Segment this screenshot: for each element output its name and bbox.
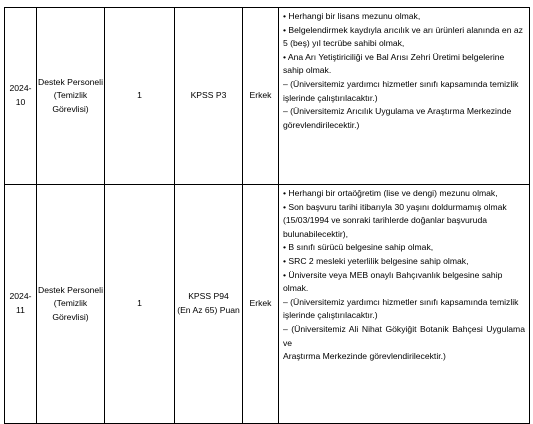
requirement-line: • SRC 2 mesleki yeterlilik belgesine sahip olmak,	[283, 255, 469, 266]
position-title-line: Görevlisi)	[52, 103, 89, 114]
gender-cell: Erkek	[243, 8, 279, 185]
exam-score-line: KPSS P3	[190, 90, 227, 101]
position-code-year: 2024-	[9, 291, 32, 302]
requirements-cell	[279, 185, 530, 424]
requirement-line: işlerinde çalıştırılacaktır.)	[283, 310, 378, 321]
position-title-cell	[37, 185, 105, 424]
requirements-cell	[279, 8, 530, 185]
requirement-line: 5 (beş) yıl tecrübe sahibi olmak,	[283, 38, 405, 49]
requirement-line: • Herhangi bir ortaöğretim (lise ve dengi) mezunu olmak,	[283, 188, 498, 198]
positions-table	[4, 7, 530, 424]
requirement-line: Araştırma Merkezinde görevlendirilecektir.)	[283, 351, 446, 362]
requirement-line: – (Üniversitemiz yardımcı hizmetler sınıfı kapsamında temizlik	[283, 78, 519, 89]
position-title-line: Destek Personeli	[38, 284, 103, 295]
requirement-line: (15/03/1994 ve sonraki tarihlerde doğanlar başvuruda	[283, 215, 487, 226]
requirement-line: • Son başvuru tarihi itibarıyla 30 yaşını doldurmamış olmak	[283, 201, 507, 212]
requirement-line: olmak.	[283, 283, 309, 294]
position-code-cell	[5, 8, 37, 185]
position-code-number: 11	[16, 305, 25, 315]
requirement-line: • B sınıfı sürücü belgesine sahip olmak,	[283, 242, 434, 253]
position-title-cell	[37, 8, 105, 185]
requirement-line: – (Üniversitemiz Arıcılık Uygulama ve Araştırma Merkezinde	[283, 106, 512, 117]
position-code-year: 2024-	[9, 83, 32, 94]
exam-score-cell	[175, 185, 243, 424]
requirement-line: görevlendirilecektir.)	[283, 119, 360, 130]
requirement-line: • Üniversite veya MEB onaylı Bahçıvanlık belgesine sahip	[283, 269, 503, 280]
gender-cell: Erkek	[243, 185, 279, 424]
table-row	[5, 185, 530, 424]
requirement-line: • Herhangi bir lisans mezunu olmak,	[283, 11, 421, 21]
job-listing-table	[4, 7, 529, 419]
requirement-line: • Ana Arı Yetiştiriciliği ve Bal Arısı Zehri Üretimi belgelerine	[283, 51, 505, 62]
requirement-line: – (Üniversitemiz yardımcı hizmetler sınıfı kapsamında temizlik	[283, 296, 519, 307]
requirement-line: – (Üniversitemiz Ali Nihat Gökyiğit Botanik Bahçesi Uygulama ve	[283, 323, 525, 348]
requirement-line: işlerinde çalıştırılacaktır.)	[283, 92, 378, 103]
exam-score-line: KPSS P94	[188, 291, 229, 302]
requirement-line: bulunabilecektir),	[283, 228, 348, 239]
position-count-cell: 1	[105, 185, 175, 424]
table-row	[5, 8, 530, 185]
requirement-line: sahip olmak.	[283, 65, 332, 76]
exam-score-line: (En Az 65) Puan	[177, 305, 240, 315]
position-title-line: Görevlisi)	[52, 311, 89, 322]
position-title-line: Destek Personeli	[38, 76, 103, 87]
exam-score-cell	[175, 8, 243, 185]
position-title-line: (Temizlik	[53, 298, 88, 309]
position-code-cell	[5, 185, 37, 424]
requirement-line: • Belgelendirmek kaydıyla arıcılık ve arı ürünleri alanında en az	[283, 24, 523, 35]
position-count-cell: 1	[105, 8, 175, 185]
position-title-line: (Temizlik	[53, 90, 88, 101]
position-code-number: 10	[15, 97, 26, 107]
